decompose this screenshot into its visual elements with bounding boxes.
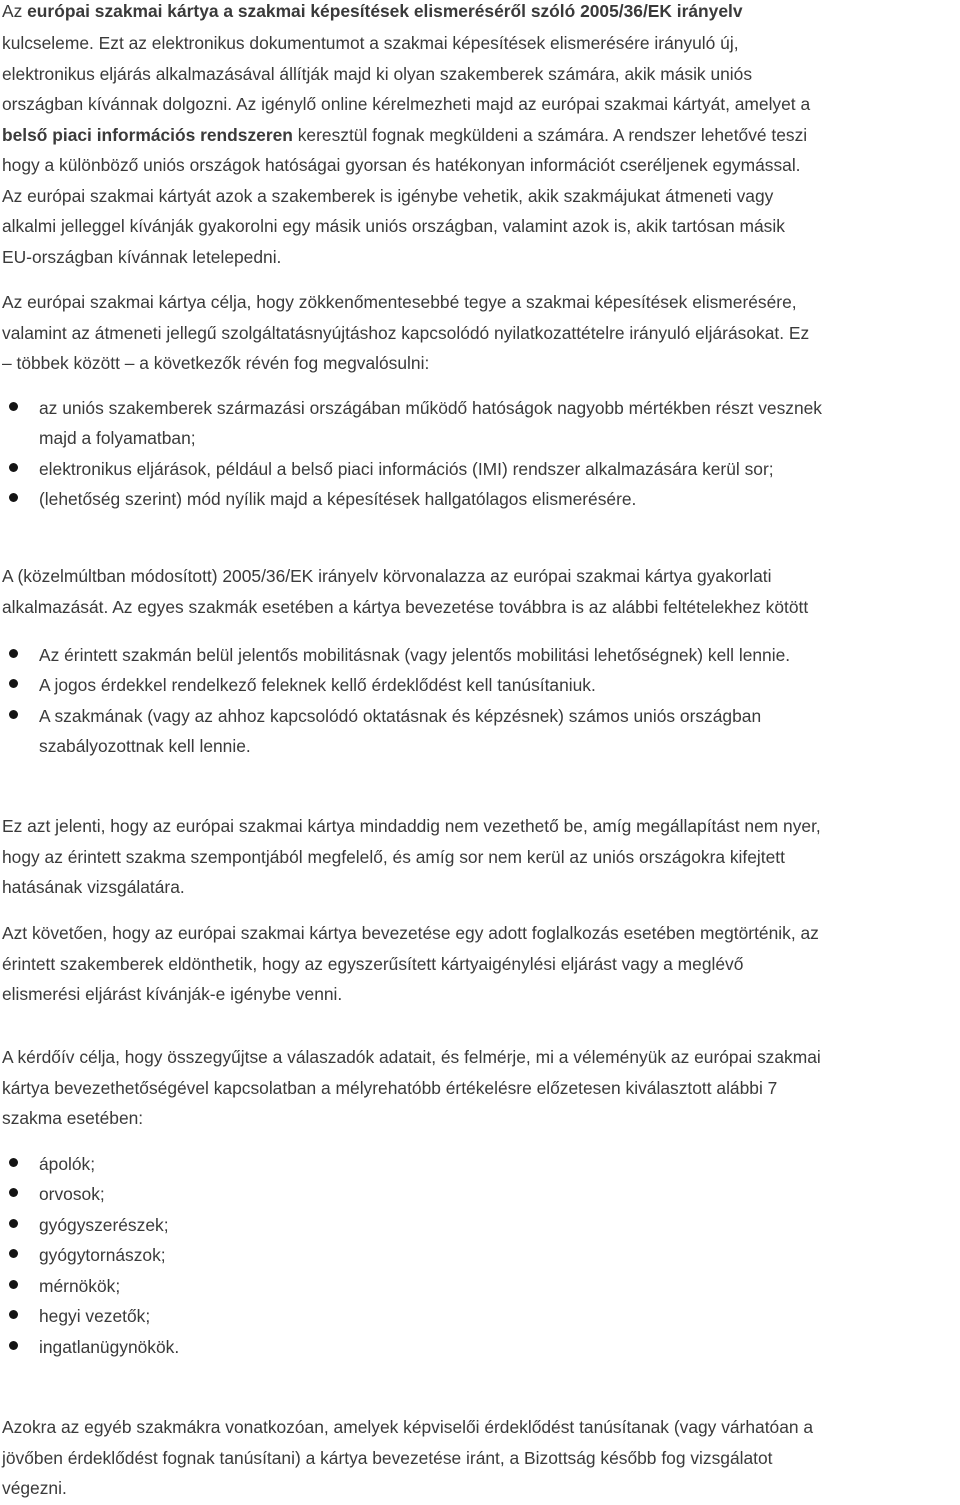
paragraph-line: alkalmazását. Az egyes szakmák esetében a kártya bevezetése továbbra is az alábbi feltételekhez kötött bbox=[2, 597, 809, 617]
bullet-icon bbox=[9, 679, 18, 688]
paragraph-line: Az európai szakmai kártyát azok a szakemberek is igénybe vehetik, akik szakmájukat átmeneti vagy bbox=[2, 186, 774, 206]
paragraph-line: elismerési eljárást kívánják-e igénybe venni. bbox=[2, 984, 343, 1004]
bullet-icon bbox=[9, 1249, 18, 1258]
paragraph-line: elektronikus eljárás alkalmazásával állítják majd ki olyan szakemberek számára, akik másik uniós bbox=[2, 64, 753, 84]
list-item: A jogos érdekkel rendelkező feleknek kellő érdeklődést kell tanúsítaniuk. bbox=[39, 675, 596, 695]
bold-text-run: belső piaci információs rendszeren bbox=[2, 125, 293, 145]
paragraph-line: érintett szakemberek eldönthetik, hogy az egyszerűsített kártyaigénylési eljárást vagy a meglévő bbox=[2, 954, 744, 974]
paragraph-line bbox=[2, 0, 743, 24]
list-item: Az érintett szakmán belül jelentős mobilitásnak (vagy jelentős mobilitási lehetőségnek) kell lennie. bbox=[39, 645, 791, 665]
paragraph-line: szakma esetében: bbox=[2, 1108, 144, 1128]
list-item-continuation: szabályozottnak kell lennie. bbox=[39, 736, 251, 756]
bullet-icon bbox=[9, 649, 18, 658]
paragraph-line: alkalmi jelleggel kívánják gyakorolni egy másik uniós országban, valamint azok is, akik tartósan másik bbox=[2, 216, 785, 236]
list-item: elektronikus eljárások, például a belső piaci információs (IMI) rendszer alkalmazására kerül sor; bbox=[39, 459, 774, 479]
paragraph-line: hogy az érintett szakma szempontjából megfelelő, és amíg sor nem kerül az uniós országokra kifejtett bbox=[2, 847, 785, 867]
list-item: (lehetőség szerint) mód nyílik majd a képesítések hallgatólagos elismerésére. bbox=[39, 489, 637, 509]
paragraph-line: országban kívánnak dolgozni. Az igénylő online kérelmezheti majd az európai szakmai kártyát, amelyet a bbox=[2, 94, 811, 114]
list-item: hegyi vezetők; bbox=[39, 1306, 151, 1326]
paragraph-line: végezni. bbox=[2, 1478, 67, 1498]
paragraph-line: hatásának vizsgálatára. bbox=[2, 877, 185, 897]
list-item: ingatlanügynökök. bbox=[39, 1337, 180, 1357]
bullet-icon bbox=[9, 1341, 18, 1350]
list-item: ápolók; bbox=[39, 1154, 96, 1174]
paragraph-line bbox=[2, 124, 807, 148]
paragraph-line: hogy a különböző uniós országok hatóságai gyorsan és hatékonyan információt cseréljenek egymással. bbox=[2, 155, 801, 175]
list-item: orvosok; bbox=[39, 1184, 105, 1204]
paragraph-line: Ez azt jelenti, hogy az európai szakmai kártya mindaddig nem vezethető be, amíg megállapítást nem nyer, bbox=[2, 816, 821, 836]
bullet-icon bbox=[9, 1310, 18, 1319]
paragraph-line: Azt követően, hogy az európai szakmai kártya bevezetése egy adott foglalkozás esetében megtörténik, az bbox=[2, 923, 819, 943]
bullet-icon bbox=[9, 1219, 18, 1228]
paragraph-line: kártya bevezethetőségével kapcsolatban a mélyrehatóbb értékelésre előzetesen kiválasztott alábbi 7 bbox=[2, 1078, 778, 1098]
paragraph-line: jövőben érdeklődést fognak tanúsítani) a kártya bevezetése iránt, a Bizottság később fog vizsgálatot bbox=[2, 1448, 773, 1468]
list-item: gyógyszerészek; bbox=[39, 1215, 169, 1235]
bullet-icon bbox=[9, 1188, 18, 1197]
paragraph-line: kulcseleme. Ezt az elektronikus dokumentumot a szakmai képesítések elismerésére irányuló új, bbox=[2, 33, 739, 53]
paragraph-line: Az európai szakmai kártya célja, hogy zökkenőmentesebbé tegye a szakmai képesítések elismerésére, bbox=[2, 292, 797, 312]
bold-text-run: európai szakmai kártya a szakmai képesítések elismeréséről szóló 2005/36/EK irányelv bbox=[27, 1, 743, 21]
bullet-icon bbox=[9, 463, 18, 472]
text-run: Az bbox=[2, 1, 28, 21]
bullet-icon bbox=[9, 402, 18, 411]
list-item: az uniós szakemberek származási országában működő hatóságok nagyobb mértékben részt vesznek bbox=[39, 398, 822, 418]
paragraph-line: – többek között – a következők révén fog megvalósulni: bbox=[2, 353, 430, 373]
bullet-icon bbox=[9, 1158, 18, 1167]
list-item: gyógytornászok; bbox=[39, 1245, 166, 1265]
paragraph-line: Azokra az egyéb szakmákra vonatkozóan, amelyek képviselői érdeklődést tanúsítanak (vagy várhatóan a bbox=[2, 1417, 814, 1437]
list-item: mérnökök; bbox=[39, 1276, 121, 1296]
bullet-icon bbox=[9, 493, 18, 502]
paragraph-line: A kérdőív célja, hogy összegyűjtse a válaszadók adatait, és felmérje, mi a véleményük az európai szakmai bbox=[2, 1047, 821, 1067]
list-item-continuation: majd a folyamatban; bbox=[39, 428, 196, 448]
paragraph-line: EU-országban kívánnak letelepedni. bbox=[2, 247, 282, 267]
paragraph-line: A (közelmúltban módosított) 2005/36/EK irányelv körvonalazza az európai szakmai kártya gyakorlati bbox=[2, 566, 772, 586]
list-item: A szakmának (vagy az ahhoz kapcsolódó oktatásnak és képzésnek) számos uniós országban bbox=[39, 706, 762, 726]
paragraph-line: valamint az átmeneti jellegű szolgáltatásnyújtáshoz kapcsolódó nyilatkozattételre irányuló eljárásokat. Ez bbox=[2, 323, 810, 343]
bullet-icon bbox=[9, 710, 18, 719]
text-run: keresztül fognak megküldeni a számára. A rendszer lehetővé teszi bbox=[292, 125, 808, 145]
bullet-icon bbox=[9, 1280, 18, 1289]
